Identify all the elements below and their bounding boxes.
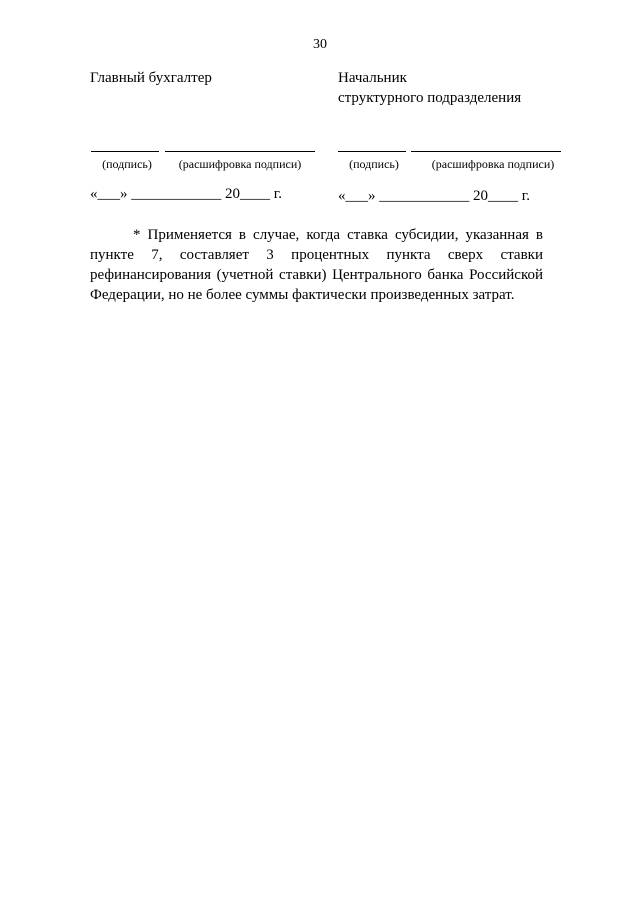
left-date-line: «___» ____________ 20____ г.: [90, 186, 282, 202]
left-signature-line: [91, 151, 159, 152]
right-title-line1: Начальник: [338, 70, 407, 86]
left-caption-signature: (подпись): [102, 157, 152, 171]
right-caption-signature: (подпись): [349, 157, 399, 171]
left-decryption-line: [165, 151, 315, 152]
left-caption-decryption: (расшифровка подписи): [178, 157, 302, 171]
right-title-line2: структурного подразделения: [338, 90, 522, 106]
right-caption-decryption: (расшифровка подписи): [431, 157, 555, 171]
footnote: * Применяется в случае, когда ставка субсидии, указанная в пункте 7, составляет 3 процентных пункта сверх ставки рефинансирования (учетной ставки) Центрального банка Российской Федерации, но не более суммы фактически произведенных затрат.: [90, 227, 543, 303]
page-number: 30: [313, 37, 327, 52]
right-signature-line: [338, 151, 406, 152]
left-title: Главный бухгалтер: [90, 70, 212, 86]
right-decryption-line: [411, 151, 561, 152]
right-date-line: «___» ____________ 20____ г.: [338, 188, 530, 204]
